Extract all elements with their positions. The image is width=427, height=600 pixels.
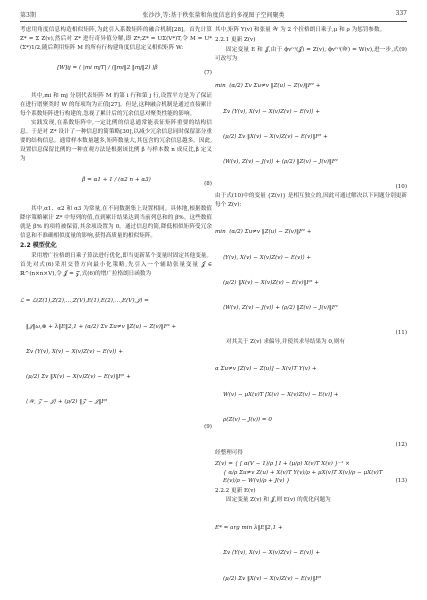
equation-line: ⟨W(v), Z(v) − J(v)⟩ + (ρ/2) ‖Z(v) − J(v)‖F² (223, 305, 338, 311)
section-heading: 2.2 模型优化 (20, 241, 57, 249)
equation-line: (μ/2) Σv ‖X(v) − X(v)Z(v) − E(v)‖F² + (223, 133, 328, 140)
paragraph: 其中,mi 和 mj 分别代表矩阵 M 的第 i 行和第 j 行,设置平方是为了保证在进行谱聚类时 W 的每项均为正值[27]。但是,这种融合机制是通过直接累计每个系数矩阵进行构建的,忽视了累计后的冗余信息对聚类性能的影响。 (20, 93, 212, 118)
equation-line: ‖𝒥‖ω,⊛ + λ‖E‖2,1 + (α/2) Σv Σu≠v ‖Z(u) − Z(v)‖F² + (26, 323, 177, 330)
equation-line: α Σu≠v [Z(v) − Z(u)] − X(v)T Y(v) + (215, 366, 317, 373)
page-number: 337 (395, 10, 407, 17)
paragraph: 考虑用角度信息构造相似矩阵,为此引入系数矩阵的融合机制[28]。首先计算 Z* = Σ Z(v),然后对 Z* 进行奇异值分解,即 Z*;Z* = UΣ(V*)T,令 M = U*(Σ*)1/2,随后利用矩阵 M 的所有行构建角度信息定义相似矩阵 W: (20, 27, 212, 51)
equation-number: (10) (395, 184, 407, 191)
equation-number: (12) (395, 442, 407, 448)
equation-10 (215, 66, 407, 192)
running-title: 张沙沙,等:基于秩张量和角度信息的多视图子空间聚类 (142, 12, 285, 19)
issue-label: 第3期 (20, 12, 36, 19)
equation-line: ⟨Y(v), X(v) − X(v)Z(v) − E(v)⟩ + (223, 254, 312, 261)
equation-line: min (α/2) Σv Σu≠v ‖Z(u) − Z(v)‖F² + (215, 83, 321, 90)
header-rule (20, 21, 407, 22)
equation-13 (215, 460, 407, 485)
equation-line: ℒ = ℒ(Z(1),Z(2),…,Z(V),E(1),E(2),…,E(V),𝒥) = (20, 298, 149, 305)
equation-7 (20, 56, 212, 90)
paragraph: 经整理可得 (215, 450, 243, 457)
equation-line: (μ/2) ‖X(v) − X(v)Z(v) − E(v)‖F² + (223, 279, 319, 286)
paragraph: 固定变量 Z(v) 和 𝒥,则 E(v) 的优化问题为 (226, 497, 331, 504)
equation-number: (13) (395, 478, 407, 485)
equation-line: ⟨𝒲, 𝒵 − 𝒥⟩ + (ρ/2) ‖𝒵 − 𝒥‖F² (26, 399, 108, 406)
equation-line: ⟨W(v), Z(v) − J(v)⟩ + (ρ/2) ‖Z(v) − J(v)‖F² (223, 159, 338, 166)
equation-line: Σv ⟨Y(v), X(v) − X(v)Z(v) − E(v)⟩ + (26, 348, 124, 355)
equation-11 (215, 212, 407, 338)
paragraph: 对其关于 Z(v) 求偏导,并使其求导结果为 0,则有 (226, 338, 345, 345)
paragraph: 采用增广拉格朗日乘子算法进行优化,即当更新某个变量时固定其他变量。首先对式(6)采用交替方向最小化策略,先引入一个辅助张量变量 𝒥 ∈ ℝ^(n×n×V),令 𝒥 = 𝒵,式(6)的增广拉格朗日函数为 (20, 252, 212, 277)
equation-line: ρ(Z(v) − J(v)) = 0 (223, 416, 272, 423)
equation-line: Σv ⟨Y(v), X(v) − X(v)Z(v) − E(v)⟩ + (223, 550, 321, 557)
subsection-heading: 2.2.2 更新 E(v) (215, 487, 256, 494)
equation-number: (7) (204, 69, 212, 76)
equation-body: β = α1 + 1 / (α2 n + α3) (82, 177, 151, 183)
equation-number: (11) (395, 330, 407, 337)
subsection-heading: 2.2.1 更新 Z(v) (215, 36, 256, 43)
equation-line: W(v) − μX(v)T [X(v) − X(v)Z(v) − E(v)] + (223, 391, 339, 398)
paragraph: 固定变量 E 和 𝒥,由于 ϕv⁽ᵛ⁾(𝒥) = Z(v), ϕv⁽ᵛ⁾(𝒲) = W(v),进一步,式(9)可改写为 (215, 46, 407, 62)
paragraph: 其中,α1、α2 和 α3 为常量,在不同数据集上设置相同。具体地,根据数值降序策略累计 Z* 中每列的值,直到累计结果达到当前列总和的 β%。这些数值就是 β% 的项将被保留,其余项设置为 0。通过信息约简,降低相似矩阵受冗余信息和不准确相似度量的影响,获得高质量的相似矩阵。 (20, 206, 212, 239)
equation-line: (μ/2) Σv ‖X(v) − X(v)Z(v) − E(v)‖F² (223, 575, 322, 582)
equation-14 (215, 507, 407, 599)
equation-line: (μ/2) Σv ‖X(v) − X(v)Z(v) − E(v)‖F² + (26, 373, 131, 380)
equation-line: { α/ρ Σu≠v Z(u) + X(v)T Y(v)/ρ + μX(v)T X(v)/ρ − μX(v)T E(v)/ρ − W(v)/ρ + J(v) } (223, 469, 383, 485)
equation-8 (20, 168, 212, 202)
equation-9 (20, 280, 212, 431)
equation-body: [W]ij = ( |mi mjT| / (‖mi‖2 ‖mj‖2) )β (57, 65, 158, 72)
right-column (215, 26, 407, 600)
equation-line: Z(v) = { [ α(V − 1)/ρ ] I + (μ/ρ) X(v)T X(v) }⁻¹ × (215, 461, 350, 468)
equation-12 (215, 349, 407, 450)
paragraph: 实践发现,在系数矩阵中,一定比例的信息通常能表征矩阵重要的结构信息。于是对 Z* 设计了一种信息的简策略[30],以减少冗余信息同时保留部分重要的结构信息。通常样本数量越多,矩阵数量大,其包含的冗余信息越多。因此,设置信息保留比例的一种直观方法是根据该比例 β 与样本数 n 成反比,β 定义为 (20, 120, 212, 162)
equation-number: (9) (204, 424, 212, 431)
paragraph: 由于式(10)中的变量 {Z(v)} 是相互独立的,因此可通过解决以下问题分别更新每个 Z(v): (215, 192, 407, 208)
equation-line: min (α/2) Σu≠v ‖Z(u) − Z(v)‖F² + (215, 229, 312, 236)
left-column (20, 26, 212, 432)
equation-line: E* = arg min λ‖E‖2,1 + (215, 525, 283, 532)
equation-number: (8) (204, 181, 212, 188)
paragraph: 其中,矩阵 Y(v) 和张量 𝒲 为 2 个拉格朗日乘子,μ 和 ρ 为惩罚参数。 (215, 27, 386, 33)
equation-line: Σv ⟨Y(v), X(v) − X(v)Z(v) − E(v)⟩ + (223, 108, 321, 115)
